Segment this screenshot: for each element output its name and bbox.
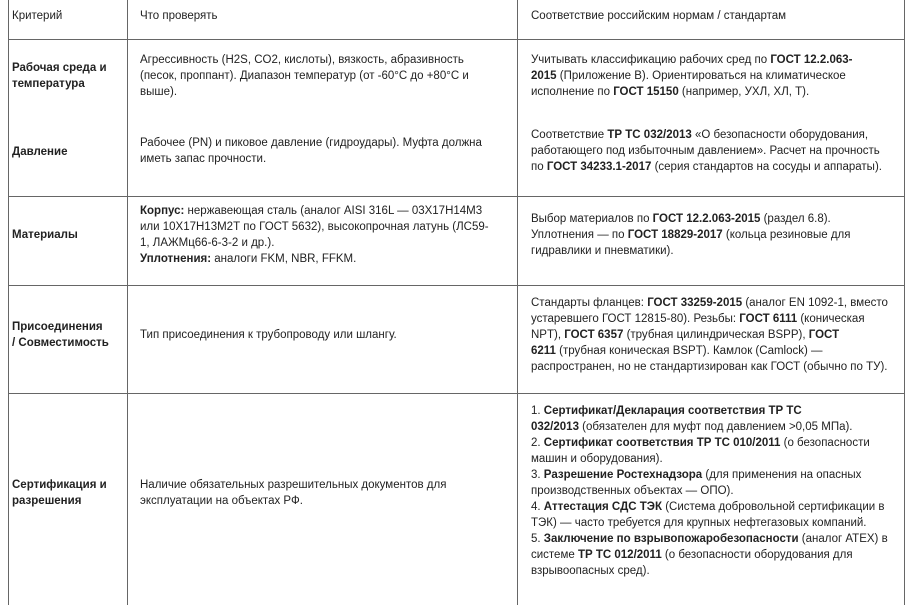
norm-line: взрывоопасных сред). [531,565,650,577]
norm-text-span: (трубная цилиндрическая BSPP), [623,329,809,341]
norm-text-span: (серия стандартов на сосуды и аппараты). [651,161,882,173]
criterion-label: / Совместимость [12,337,109,349]
norm-line [531,547,888,563]
standard-ref: ГОСТ 33259-2015 [647,297,743,309]
norm-text-span: (кольца резиновые для [722,229,851,241]
norm-line [531,52,852,68]
norm-text-span: (аналог EN 1092-1, вместо [742,297,888,309]
standard-ref: Разрешение Ростехнадзора [543,469,703,481]
table-row-divider [8,285,905,286]
norm-text-span: (о безопасности оборудования для [661,549,853,561]
norm-text-span: Выбор материалов по [531,213,653,225]
check-line [140,203,489,219]
norm-line [531,403,888,419]
criterion-label: Присоединения [12,321,103,333]
norm-line [531,159,882,175]
standard-ref: ГОСТ 12.2.063- [770,54,853,66]
norm-line: производственных объектах — ОПО). [531,485,734,497]
standard-ref: Сертификат/Декларация соответствия ТР ТС [543,405,802,417]
standard-ref: ГОСТ 18829-2017 [627,229,723,241]
standard-ref: ТР ТС 032/2013 [607,129,692,141]
norm-line: ТЭК) — часто требуется для крупных нефтегазовых компаний. [531,517,867,529]
norm-line [531,211,851,227]
standard-ref: 2015 [531,70,557,82]
norm-text-span: Учитывать классификацию рабочих сред по [531,54,771,66]
norm-line: распространен, но не стандартизирован как ГОСТ (обычно по ТУ). [531,361,888,373]
standard-ref: ГОСТ [808,329,840,341]
norm-text-span: устаревшего ГОСТ 12815-80). Резьбы: [531,313,740,325]
norm-text-span: Стандарты фланцев: [531,297,648,309]
criterion-label: разрешения [12,495,82,507]
norm-text-span: 3. [531,469,544,481]
check-text [140,203,489,267]
check-bold-label: Корпус: [140,205,185,217]
table-row-certification [12,477,107,509]
norm-text-span: системе [531,549,578,561]
norm-text-span: (о безопасности [780,437,870,449]
standard-ref: ГОСТ 6111 [739,313,798,325]
check-line: (песок, проппант). Диапазон температур (от -60°C до +80°C и [140,70,469,82]
check-text [140,52,469,100]
table-column-divider [517,0,518,605]
table-row-environment [12,60,107,92]
norm-text [531,127,882,175]
norm-text-span: (Система добровольной сертификации в [662,501,885,513]
table-border-right [904,0,905,605]
norm-text-span: (обязателен для муфт под давлением >0,05 МПа). [578,421,853,433]
norm-text-span: (коническая [797,313,865,325]
header-check: Что проверять [140,10,218,22]
norm-line [531,68,852,84]
table-row-divider [8,196,905,197]
norm-text-span: (Приложение В). Ориентироваться на климатическое [556,70,846,82]
criterion-label: температура [12,78,85,90]
header-criterion: Критерий [12,10,63,22]
criterion-label: Давление [12,146,68,158]
check-line: Наличие обязательных разрешительных документов для [140,479,447,491]
norm-text-span: (для применения на опасных [702,469,862,481]
norm-line [531,227,851,243]
norm-text-span: NPT), [531,329,565,341]
norm-text [531,403,888,579]
norm-line [531,343,888,359]
norm-text-span: Уплотнения — по [531,229,628,241]
standard-ref: Аттестация СДС ТЭК [543,501,662,513]
standard-ref: 032/2013 [531,421,579,433]
norm-line [531,127,882,143]
header-norms: Соответствие российским нормам / стандартам [531,10,787,22]
check-line: Агрессивность (H2S, CO2, кислоты), вязкость, абразивность [140,54,464,66]
norm-text-span: (раздел 6.8). [760,213,831,225]
norm-text [531,295,888,375]
standard-ref: ГОСТ 34233.1-2017 [546,161,652,173]
norm-line [531,531,888,547]
check-line: иметь запас прочности. [140,153,267,165]
table-column-divider [127,0,128,605]
check-text-span: аналоги FKM, NBR, FFKM. [211,253,357,265]
check-text: Тип присоединения к трубопроводу или шлангу. [140,329,397,341]
check-line: Рабочее (PN) и пиковое давление (гидроудары). Муфта должна [140,137,482,149]
standard-ref: 6211 [531,345,556,357]
table-border-left [8,0,9,605]
norm-line: машин и оборудования). [531,453,663,465]
check-line [140,251,489,267]
norm-text [531,52,852,100]
norm-text-span: (например, УХЛ, ХЛ, Т). [678,86,810,98]
norm-line: гидравлики и пневматики). [531,245,674,257]
norm-text-span: исполнение по [531,86,614,98]
check-line: выше). [140,86,178,98]
table-row-connections [12,319,109,351]
criterion-label: Материалы [12,229,78,241]
norm-text-span: по [531,161,547,173]
norm-line: работающего под избыточным давлением». Расчет на прочность [531,145,880,157]
norm-text-span: Соответствие [531,129,608,141]
norm-line [531,311,888,327]
table-row-divider [8,39,905,40]
norm-text-span: (трубная коническая BSPT). Камлок (Camlock) — [555,345,823,357]
norm-text-span: (аналог ATEX) в [798,533,888,545]
check-text [140,135,482,167]
norm-line [531,84,852,100]
check-line: 1, ЛАЖМц66-6-3-2 и др.). [140,237,275,249]
check-text-span: нержавеющая сталь (аналог AISI 316L — 03Х17Н14М3 [184,205,483,217]
check-line: эксплуатации на объектах РФ. [140,495,303,507]
standard-ref: ГОСТ 15150 [613,86,679,98]
standard-ref: ТР ТС 012/2011 [577,549,662,561]
standard-ref: ГОСТ 12.2.063-2015 [652,213,761,225]
norm-line [531,295,888,311]
check-text [140,477,446,509]
norm-line [531,499,888,515]
check-bold-label: Уплотнения: [140,253,212,265]
standard-ref: Заключение по взрывопожаробезопасности [543,533,799,545]
norm-text-span: 2. [531,437,544,449]
norm-text-span: 5. [531,533,544,545]
norm-text-span: «О безопасности оборудования, [691,129,869,141]
check-line: или 10Х17Н13М2Т по ГОСТ 5632), высокопрочная латунь (ЛС59- [140,221,489,233]
norm-line [531,327,888,343]
table-row-divider [8,393,905,394]
criterion-label: Сертификация и [12,479,107,491]
norm-line [531,435,888,451]
standard-ref: Сертификат соответствия ТР ТС 010/2011 [543,437,781,449]
norm-text-span: 4. [531,501,544,513]
criterion-label: Рабочая среда и [12,62,107,74]
norm-line [531,419,888,435]
norm-line [531,467,888,483]
standard-ref: ГОСТ 6357 [564,329,624,341]
norm-text-span: 1. [531,405,544,417]
norm-text [531,211,851,259]
